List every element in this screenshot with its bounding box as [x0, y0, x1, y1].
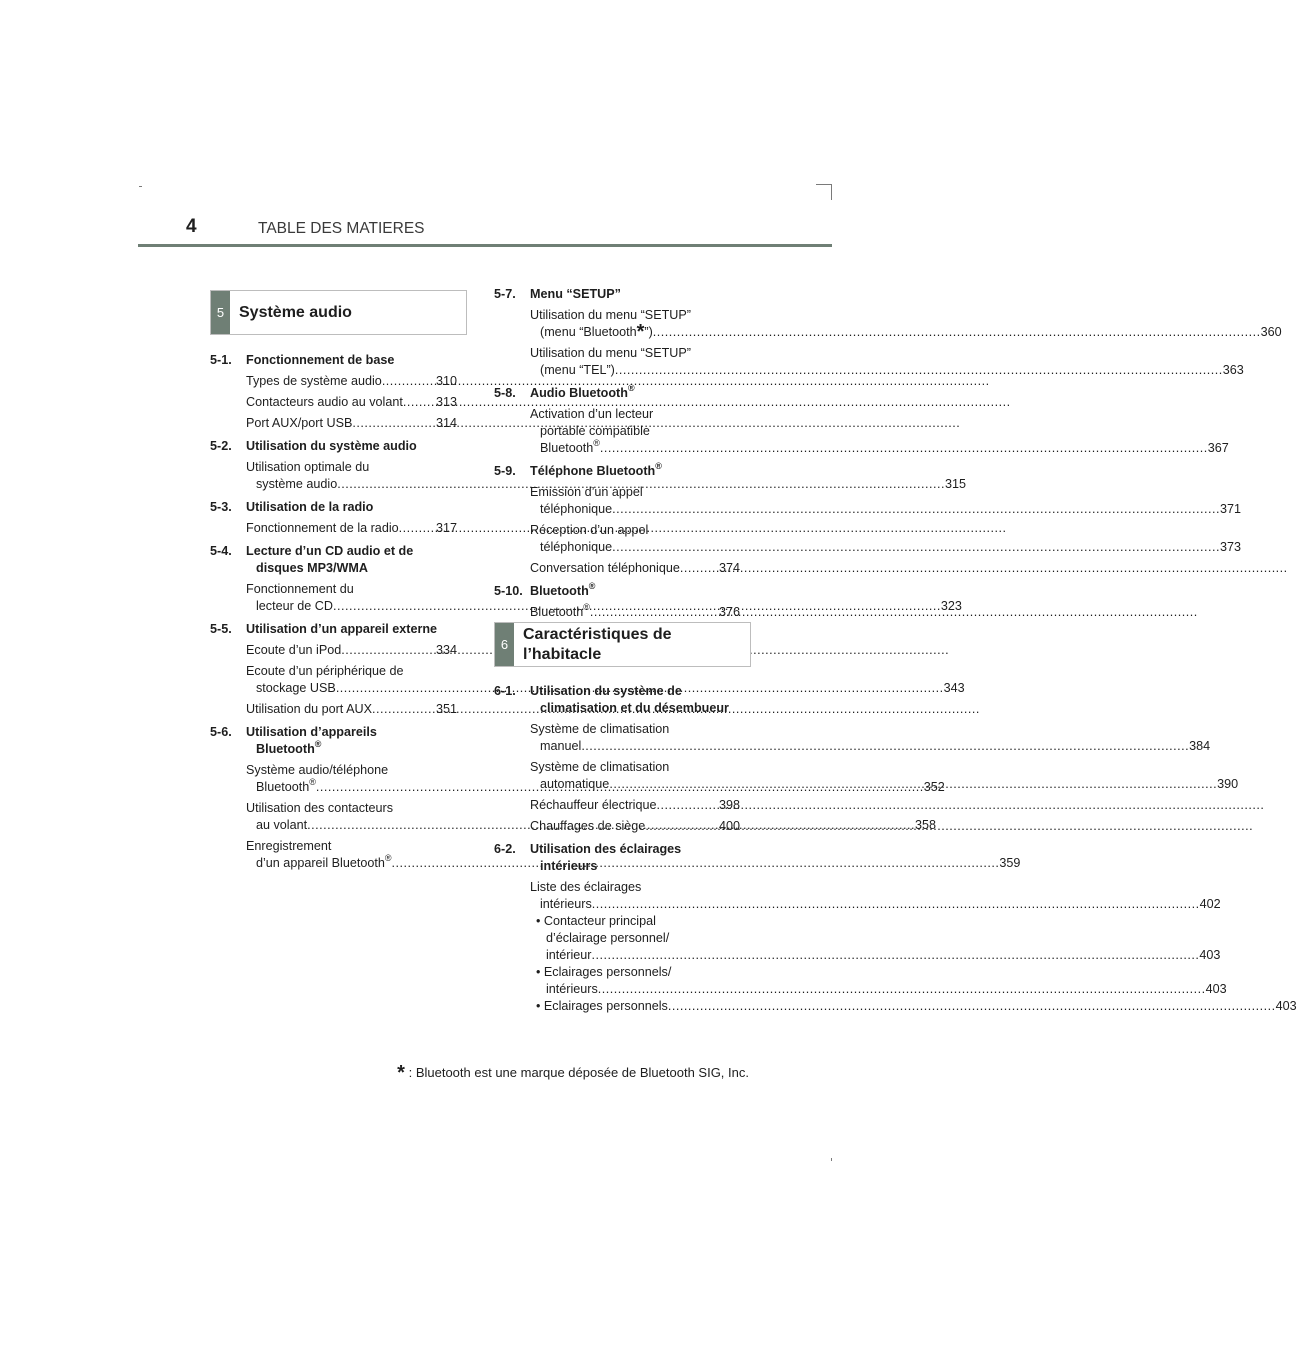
crop-mark-top-right-h: [816, 184, 832, 185]
chapter-5-3[interactable]: 5-3. Utilisation de la radio: [210, 500, 374, 514]
toc-entry[interactable]: Utilisation du menu “SETUP” (menu “TEL”)..... 363: [530, 345, 740, 379]
section-6-title-line1: Caractéristiques de: [523, 626, 672, 643]
crop-mark-top-right-v: [831, 184, 832, 200]
toc-entry[interactable]: Ecoute d’un iPod ..... 334: [246, 642, 457, 659]
toc-entry[interactable]: Utilisation optimale du système audio..... 315: [246, 459, 457, 493]
toc-entry[interactable]: Conversation téléphonique ..... 374: [530, 560, 740, 577]
toc-entry[interactable]: Chauffages de siège ..... 400: [530, 818, 740, 835]
crop-mark-bottom-right: [831, 1158, 832, 1161]
section-6-title-line2: l’habitacle: [523, 646, 602, 663]
chapter-6-1[interactable]: 6-1. Utilisation du système de climatisation et du désembueur: [494, 684, 729, 715]
chapter-6-2[interactable]: 6-2. Utilisation des éclairages intérieurs: [494, 842, 682, 873]
footnote-text: : Bluetooth est une marque déposée de Bluetooth SIG, Inc.: [408, 1065, 749, 1080]
chapter-5-1[interactable]: 5-1. Fonctionnement de base: [210, 353, 395, 367]
toc-sub-entry[interactable]: • Eclairages personnels..... 403: [530, 998, 740, 1015]
footnote: [397, 1064, 749, 1082]
chapter-5-6[interactable]: 5-6. Utilisation d’appareils Bluetooth®: [210, 725, 377, 756]
section-5-tab: 5: [211, 291, 230, 334]
toc-entry[interactable]: Liste des éclairages intérieurs..... 402: [530, 879, 740, 913]
toc-entry[interactable]: Activation d’un lecteur portable compatible Bluetooth®..... 367: [530, 406, 740, 457]
toc-entry[interactable]: Utilisation du menu “SETUP” (menu “Bluetooth*”)..... 360: [530, 307, 740, 341]
chapter-5-4[interactable]: 5-4. Lecture d’un CD audio et de disques MP3/WMA: [210, 544, 414, 575]
toc-entry[interactable]: Port AUX/port USB ..... 314: [246, 415, 457, 432]
toc-entry[interactable]: Types de système audio ..... 310: [246, 373, 457, 390]
section-6-heading: [494, 622, 751, 667]
header-rule: [138, 244, 832, 247]
toc-entry[interactable]: Bluetooth® ..... 376: [530, 604, 740, 621]
section-6-tab: 6: [495, 623, 514, 666]
crop-mark-top-left: [139, 186, 142, 187]
toc-entry[interactable]: Système de climatisation manuel..... 384: [530, 721, 740, 755]
toc-entry[interactable]: Fonctionnement du lecteur de CD..... 323: [246, 581, 457, 615]
toc-entry[interactable]: Système de climatisation automatique..... 390: [530, 759, 740, 793]
toc-entry[interactable]: Utilisation du port AUX ..... 351: [246, 701, 457, 718]
toc-entry[interactable]: Réception d’un appel téléphonique..... 373: [530, 522, 740, 556]
chapter-5-7[interactable]: 5-7. Menu “SETUP”: [494, 287, 621, 301]
toc-entry[interactable]: Système audio/téléphone Bluetooth®..... 352: [246, 762, 457, 796]
toc-entry[interactable]: Fonctionnement de la radio ..... 317: [246, 520, 457, 537]
toc-entry[interactable]: Utilisation des contacteurs au volant..... 358: [246, 800, 457, 834]
toc-sub-entry[interactable]: • Eclairages personnels/ intérieurs..... 403: [530, 964, 740, 998]
toc-entry[interactable]: Emission d’un appel téléphonique..... 371: [530, 484, 740, 518]
page-number: 4: [186, 216, 197, 237]
chapter-5-9[interactable]: 5-9. Téléphone Bluetooth®: [494, 461, 662, 478]
toc-entry[interactable]: Contacteurs audio au volant ..... 313: [246, 394, 457, 411]
section-5-title: Système audio: [239, 304, 352, 321]
toc-entry[interactable]: Réchauffeur électrique ..... 398: [530, 797, 740, 814]
chapter-5-10[interactable]: 5-10. Bluetooth®: [494, 581, 596, 598]
chapter-5-2[interactable]: 5-2. Utilisation du système audio: [210, 439, 417, 453]
section-5-heading: [210, 290, 467, 335]
header-title: TABLE DES MATIERES: [258, 220, 425, 237]
toc-sub-entry[interactable]: • Contacteur principal d’éclairage personnel/ intérieur..... 403: [530, 913, 740, 964]
chapter-5-5[interactable]: 5-5. Utilisation d’un appareil externe: [210, 622, 438, 636]
footnote-star: *: [397, 1062, 405, 1084]
toc-entry[interactable]: Enregistrement d’un appareil Bluetooth®..... 359: [246, 838, 457, 872]
chapter-5-8[interactable]: 5-8. Audio Bluetooth®: [494, 383, 635, 400]
toc-entry[interactable]: Ecoute d’un périphérique de stockage USB..... 343: [246, 663, 457, 697]
